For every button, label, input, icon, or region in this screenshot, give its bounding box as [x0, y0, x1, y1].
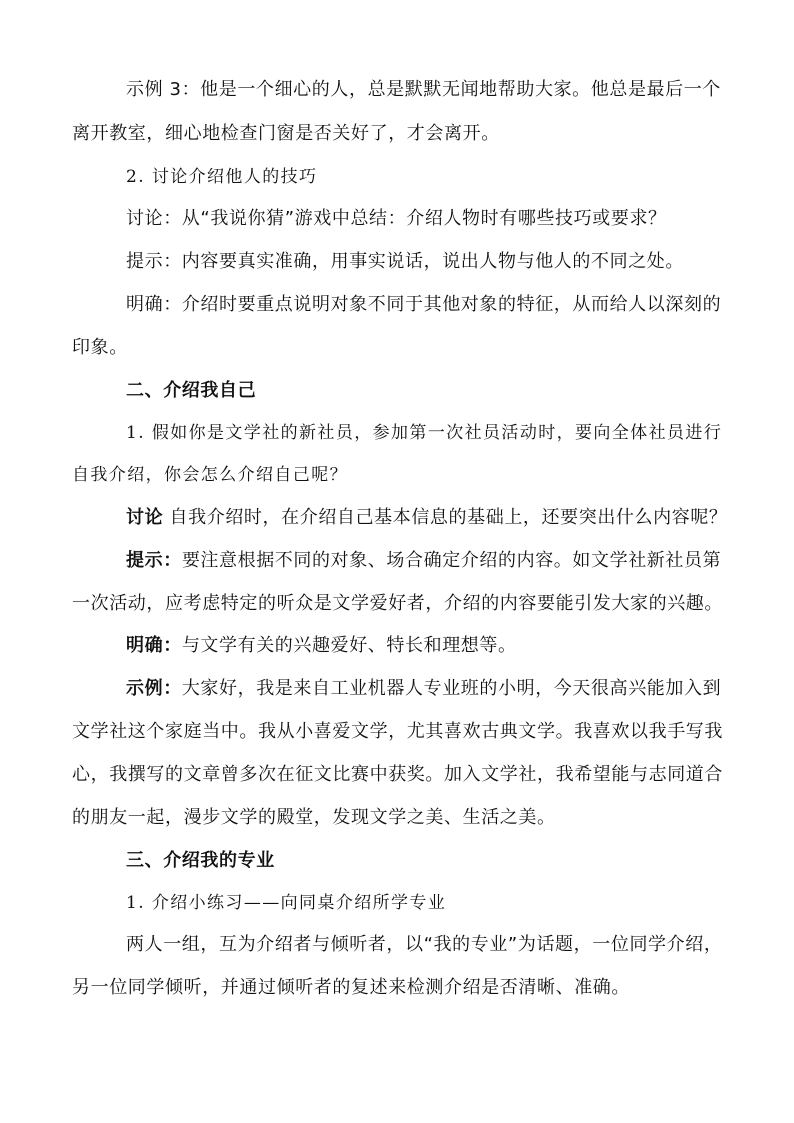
example-line-2: 文学社这个家庭当中。我从小喜爱文学，尤其喜欢古典文学。我喜欢以我手写我 [72, 721, 723, 742]
hint-2-line-1 [126, 549, 721, 573]
subheading-discuss-skills: 2. 讨论介绍他人的技巧 [126, 167, 318, 187]
section-heading-introduce-major: 三、介绍我的专业 [126, 850, 275, 871]
clarify-2-paragraph [126, 634, 517, 658]
pair-work-line-2: 另一位同学倾听，并通过倾听者的复述来检测介绍是否清晰、准确。 [72, 977, 630, 998]
example-3-line-1: 示例 3：他是一个细心的人，总是默默无闻地帮助大家。他总是最后一个 [126, 79, 721, 100]
section-heading-introduce-myself: 二、介绍我自己 [126, 380, 257, 401]
question-line-2: 自我介绍，你会怎么介绍自己呢？ [72, 465, 348, 485]
example-text: 大家好，我是来自工业机器人专业班的小明，今天很高兴能加入到 [181, 678, 722, 699]
hint-label: 提示： [126, 550, 182, 571]
discussion-paragraph: 讨论：从“我说你猜”游戏中总结：介绍人物时有哪些技巧或要求？ [126, 208, 667, 229]
hint-text: 要注意根据不同的对象、场合确定介绍的内容。如文学社新社员第 [181, 550, 722, 571]
hint-2-line-2: 一次活动，应考虑特定的听众是文学爱好者，介绍的内容要能引发大家的兴趣。 [72, 593, 723, 614]
hint-paragraph: 提示：内容要真实准确，用事实说话，说出人物与他人的不同之处。 [126, 251, 684, 272]
question-line-1: 1. 假如你是文学社的新社员，参加第一次社员活动时，要向全体社员进行 [126, 423, 723, 443]
discussion-text: 自我介绍时，在介绍自己基本信息的基础上，还要突出什么内容呢？ [163, 507, 728, 528]
clarify-label: 明确： [126, 635, 182, 656]
example-line-1 [126, 677, 721, 701]
discussion-2-paragraph [126, 506, 728, 530]
example-3-line-2: 离开教室，细心地检查门窗是否关好了，才会离开。 [72, 123, 500, 144]
subheading-practice: 1. 介绍小练习——向同桌介绍所学专业 [126, 893, 447, 913]
example-line-3: 心，我撰写的文章曾多次在征文比赛中获奖。加入文学社，我希望能与志同道合 [72, 764, 723, 785]
clarify-line-2: 印象。 [72, 337, 128, 358]
discussion-label: 讨论 [126, 507, 164, 528]
example-label: 示例： [126, 678, 182, 699]
clarify-text: 与文学有关的兴趣爱好、特长和理想等。 [181, 635, 517, 656]
example-line-4: 的朋友一起，漫步文学的殿堂，发现文学之美、生活之美。 [72, 807, 556, 828]
pair-work-line-1: 两人一组，互为介绍者与倾听者，以“我的专业”为话题，一位同学介绍， [126, 934, 723, 955]
clarify-line-1: 明确：介绍时要重点说明对象不同于其他对象的特征，从而给人以深刻的 [126, 294, 722, 315]
